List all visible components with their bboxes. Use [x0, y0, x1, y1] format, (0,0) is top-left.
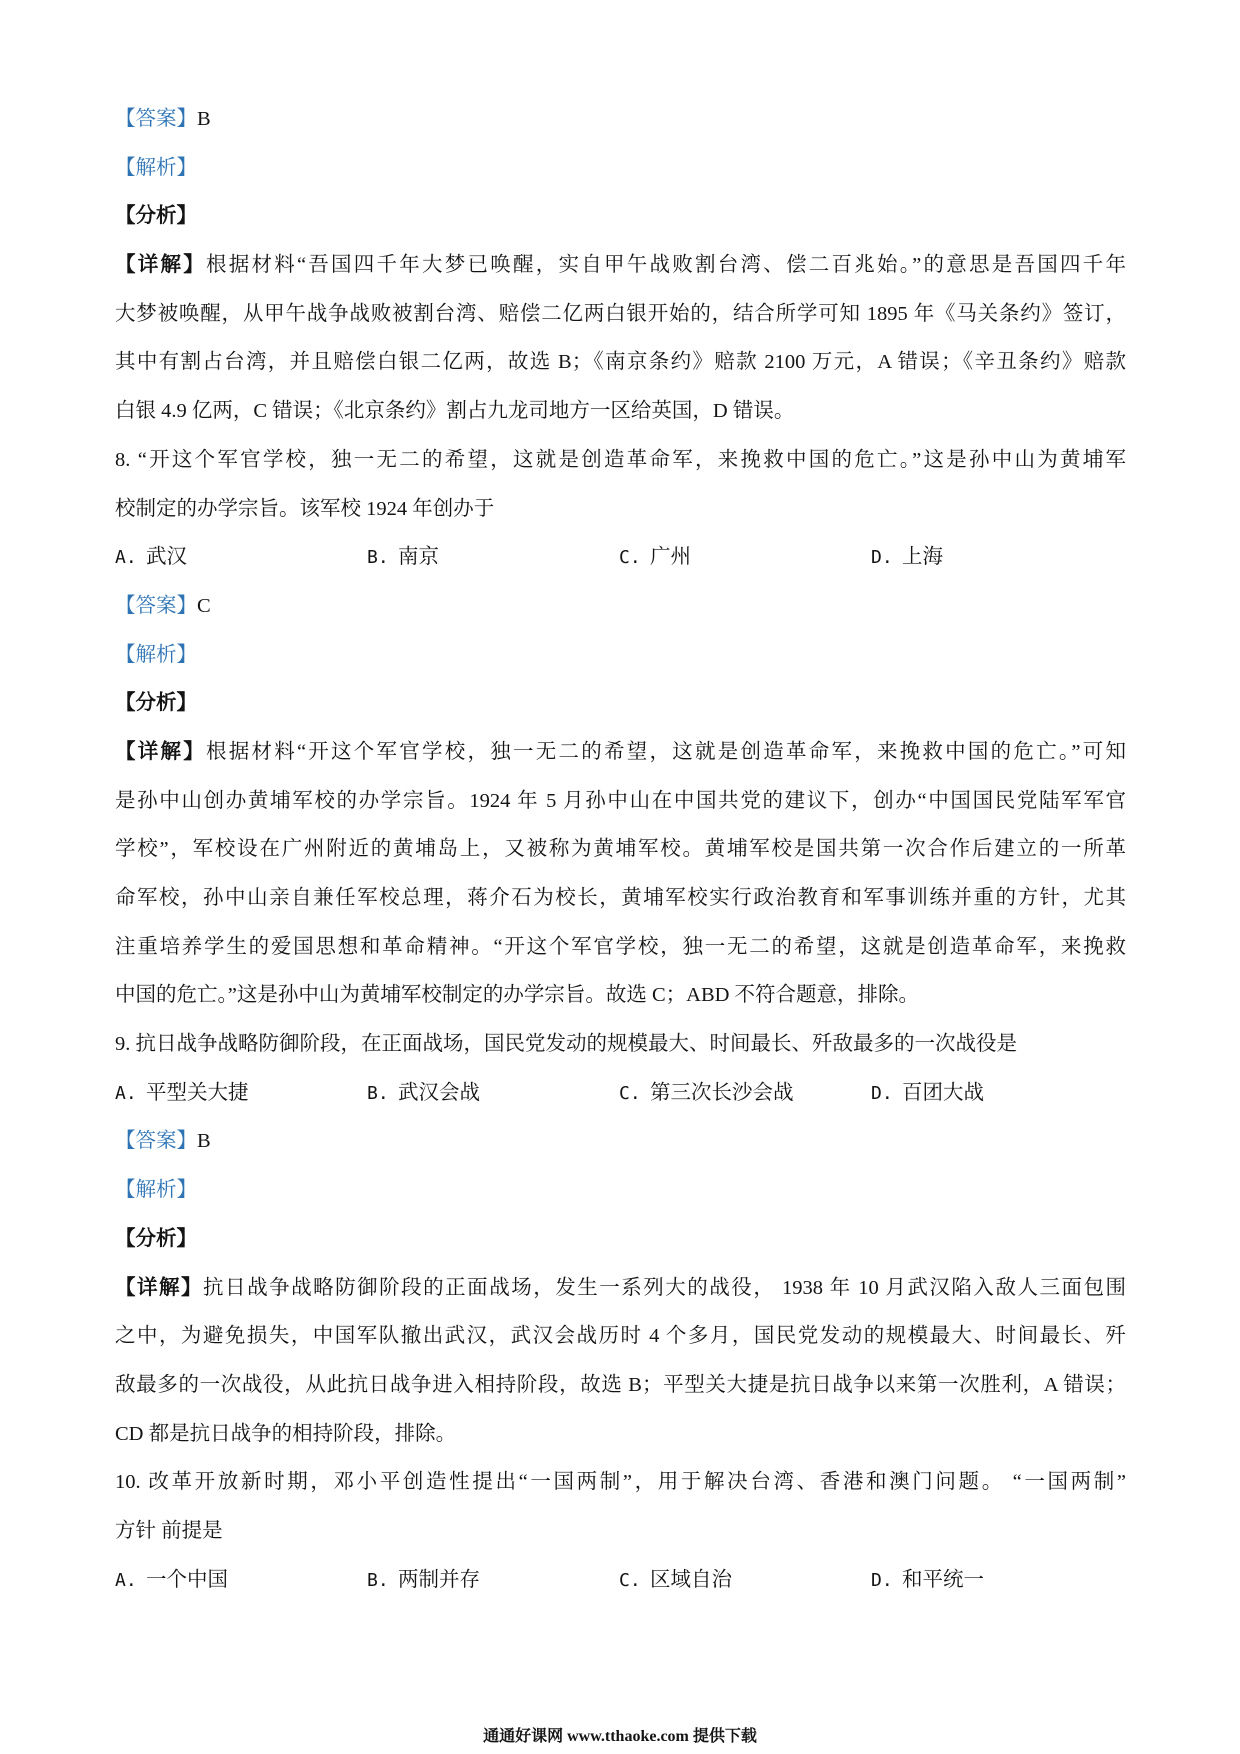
q7-detail-line: [115, 241, 1126, 290]
option-text: 武汉会战: [398, 1081, 480, 1104]
q8-detail-line: 注重培养学生的爱国思想和革命精神。“开这个军官学校，独一无二的希望，这就是创造革命军，来挽救: [115, 935, 1126, 958]
q9-detail-line: [115, 1264, 1126, 1313]
fenxi-label: 【分析】: [115, 1227, 197, 1250]
q8-jiexi-line: [115, 631, 1126, 680]
q8-answer-line: [115, 582, 1126, 631]
option-d: [871, 1556, 1123, 1605]
option-text: 武汉: [146, 546, 187, 569]
jiexi-label: 【解析】: [115, 643, 197, 666]
q8-detail-line: [115, 728, 1126, 777]
jiexi-label: 【解析】: [115, 156, 197, 179]
option-text: 广州: [650, 546, 691, 569]
option-letter: B.: [367, 547, 389, 569]
q7-detail-line: 其中有割占台湾，并且赔偿白银二亿两，故选 B；《南京条约》赔款 2100 万元，A 错误；《辛丑条约》赔款: [115, 351, 1126, 374]
q7-answer-line: [115, 95, 1126, 144]
option-letter: B.: [367, 1082, 389, 1104]
jiexi-label: 【解析】: [115, 1179, 197, 1202]
q10-stem-line: 10. 改革开放新时期，邓小平创造性提出“一国两制”，用于解决台湾、香港和澳门问题。 “一国两制”: [115, 1471, 1126, 1494]
answer-value: B: [197, 1130, 211, 1153]
option-text: 区域自治: [650, 1568, 732, 1591]
fenxi-label: 【分析】: [115, 692, 197, 715]
option-letter: A.: [115, 1082, 137, 1104]
q9-stem-line: 9. 抗日战争战略防御阶段，在正面战场，国民党发动的规模最大、时间最长、歼敌最多的一次战役是: [115, 1033, 1017, 1056]
q8-detail-line: 学校”，军校设在广州附近的黄埔岛上，又被称为黄埔军校。黄埔军校是国共第一次合作后建立的一所革: [115, 838, 1126, 861]
option-text: 百团大战: [902, 1081, 984, 1104]
q7-detail-line: 白银 4.9 亿两，C 错误；《北京条约》割占九龙司地方一区给英国，D 错误。: [115, 400, 795, 423]
option-letter: C.: [619, 1569, 641, 1591]
option-d: [871, 533, 1123, 582]
option-text: 和平统一: [902, 1568, 984, 1591]
option-text: 两制并存: [398, 1568, 480, 1591]
q8-detail-line: 中国的危亡。”这是孙中山为黄埔军校制定的办学宗旨。故选 C；ABD 不符合题意，排除。: [115, 984, 920, 1007]
q9-detail-text: 抗日战争战略防御阶段的正面战场，发生一系列大的战役， 1938 年 10 月武汉陷入敌人三面包围: [203, 1276, 1127, 1299]
option-b: [367, 533, 619, 582]
option-letter: A.: [115, 1569, 137, 1591]
option-c: [619, 1556, 871, 1605]
detail-label: 【详解】: [115, 254, 206, 277]
q8-options: [115, 533, 1126, 582]
q8-fenxi-line: [115, 679, 1126, 728]
q8-stem-line: 8. “开这个军官学校，独一无二的希望，这就是创造革命军，来挽救中国的危亡。”这是孙中山为黄埔军: [115, 448, 1126, 471]
option-letter: C.: [619, 1082, 641, 1104]
q8-detail-line: 是孙中山创办黄埔军校的办学宗旨。1924 年 5 月孙中山在中国共党的建议下，创办“中国国民党陆军军官: [115, 789, 1126, 812]
option-text: 第三次长沙会战: [650, 1081, 794, 1104]
answer-value: B: [197, 108, 211, 130]
q9-options: [115, 1069, 1126, 1118]
q7-detail-line: 大梦被唤醒，从甲午战争战败被割台湾、赔偿二亿两白银开始的，结合所学可知 1895 年《马关条约》签订，: [115, 302, 1126, 325]
option-b: [367, 1556, 619, 1605]
option-letter: D.: [871, 1082, 893, 1104]
answer-label: 【答案】: [115, 594, 197, 617]
q8-detail-line: 命军校，孙中山亲自兼任军校总理，蒋介石为校长，黄埔军校实行政治教育和军事训练并重的方针，尤其: [115, 887, 1126, 909]
option-text: 平型关大捷: [146, 1081, 249, 1104]
option-b: [367, 1069, 619, 1118]
option-a: [115, 533, 367, 582]
q9-answer-line: [115, 1117, 1126, 1166]
detail-label: 【详解】: [115, 1276, 204, 1299]
answer-label: 【答案】: [115, 1130, 197, 1153]
q10-options: [115, 1556, 1126, 1605]
option-letter: D.: [871, 1569, 893, 1591]
q9-jiexi-line: [115, 1166, 1126, 1215]
option-a: [115, 1069, 367, 1118]
q8-detail-text: 根据材料“开这个军官学校，独一无二的希望，这就是创造革命军，来挽救中国的危亡。”可知: [205, 740, 1126, 763]
q8-stem-line: 校制定的办学宗旨。该军校 1924 年创办于: [115, 497, 495, 520]
option-a: [115, 1556, 367, 1605]
option-c: [619, 533, 871, 582]
answer-value: C: [197, 594, 211, 617]
option-text: 上海: [902, 546, 943, 569]
q9-detail-line: 敌最多的一次战役，从此抗日战争进入相持阶段，故选 B；平型关大捷是抗日战争以来第一次胜利，A 错误；: [115, 1373, 1126, 1396]
q9-detail-line: 之中，为避免损失，中国军队撤出武汉，武汉会战历时 4 个多月，国民党发动的规模最大、时间最长、歼: [115, 1325, 1126, 1348]
option-c: [619, 1069, 871, 1118]
option-letter: C.: [619, 547, 641, 569]
q10-stem-line: 方针 前提是: [115, 1519, 223, 1542]
fenxi-label: 【分析】: [115, 205, 197, 228]
option-letter: B.: [367, 1569, 389, 1591]
q7-detail-text: 根据材料“吾国四千年大梦已唤醒，实自甲午战败割台湾、偿二百兆始。”的意思是吾国四千年: [205, 254, 1126, 277]
option-d: [871, 1069, 1123, 1118]
q7-fenxi-line: [115, 192, 1126, 241]
q9-fenxi-line: [115, 1215, 1126, 1264]
page-content: [115, 95, 1126, 1604]
answer-label: 【答案】: [115, 108, 197, 130]
q9-detail-line: CD 都是抗日战争的相持阶段，排除。: [115, 1422, 457, 1445]
option-text: 一个中国: [146, 1568, 228, 1591]
page-footer: 通通好课网 www.tthaoke.com 提供下载: [483, 1728, 757, 1745]
detail-label: 【详解】: [115, 740, 206, 763]
option-letter: A.: [115, 547, 137, 569]
q7-jiexi-line: [115, 144, 1126, 193]
option-text: 南京: [398, 546, 439, 569]
option-letter: D.: [871, 547, 893, 569]
